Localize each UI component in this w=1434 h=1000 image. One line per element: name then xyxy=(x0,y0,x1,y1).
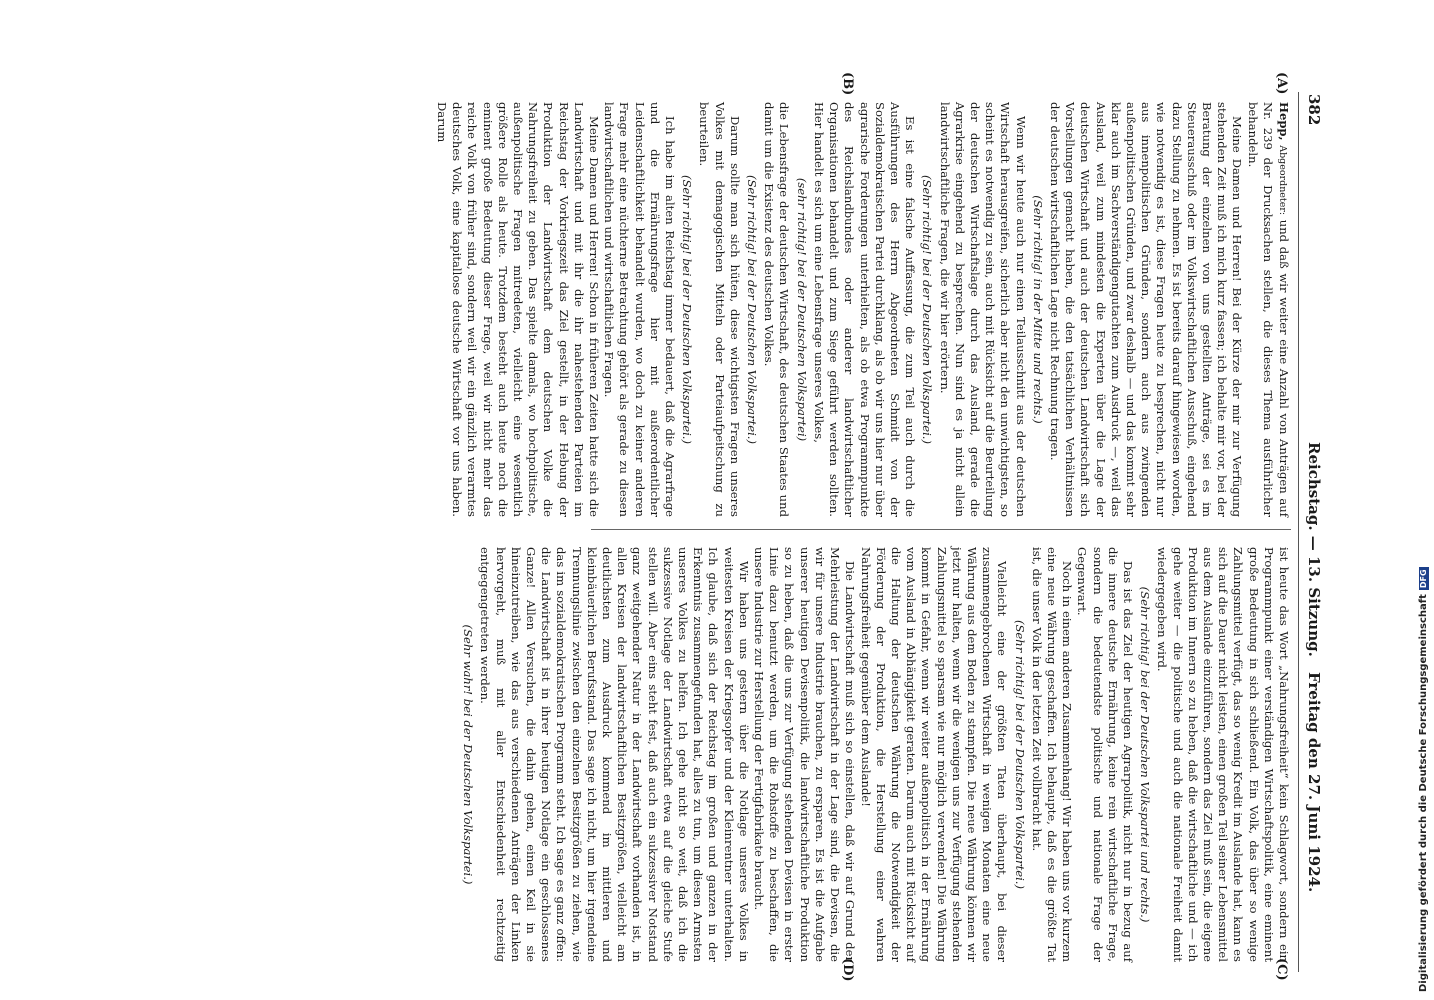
interjection: (Sehr wahr! bei der Deutschen Volkspartei.) xyxy=(461,624,476,885)
interjection: (Sehr richtig! bei der Deutschen Volkspartei.) xyxy=(1012,619,1027,890)
right-column xyxy=(458,547,1291,962)
speaker-paragraph xyxy=(1244,102,1291,517)
paragraph: Ich habe im alten Reichstag immer bedauert, daß die Agrarfrage und die Ernährungsfrage hier mit außerordentlicher Leidenschaftlichkeit behandelt wurden, wo doch zu keiner anderen Frage mehr eine nüchterne Betrachtung gehört als gerade zu diesen landwirtschaftlichen und wirtschaftlichen Fragen. xyxy=(602,102,678,517)
margin-marker-c: (C) xyxy=(1274,958,1289,981)
paragraph: Meine Damen und Herren! Schon in früheren Zeiten hatte sich die Landwirtschaft und mit ihr die ihr nahestehenden Parteien im Reichstag der Vorkriegszeit das Ziel gestellt, in der Hebung der Produktion der Landwirtschaft dem deutschen Volke die Nahrungsfreiheit zu geben. Das spielte damals, wo hochpolitische, außenpolitische Fragen mitredeten, vielleicht eine wesentlich größere Rolle als heute. Trotzdem besteht auch heute noch die eminent große Bedeutung dieser Frage, weil wir nicht mehr das reiche Volk von früher sind, sondern weil wir ein gänzlich verarmtes deutsches Volk, eine kapitallose deutsche Wirtschaft vor uns haben. Darum xyxy=(435,102,602,517)
digitization-credit xyxy=(1418,567,1429,992)
margin-marker-a: (A) xyxy=(1274,72,1289,95)
column-divider xyxy=(591,529,1291,530)
paragraph: Meine Damen und Herren! Bei der Kürze der mir zur Verfügung stehenden Zeit muß ich mich kurz fassen; ich behalte mir vor, bei der Beratung der einzelnen von uns gestellten Anträge, sei es im Steuerausschuß oder im Volkswirtschaftlichen Ausschuß, eingehend dazu Stellung zu nehmen. Es ist bereits darauf hingewiesen worden, wie notwendig es ist, diese Fragen heute zu besprechen, nicht nur aus innenpolitischen Gründen, sondern auch aus zwingenden außenpolitischen Gründen, und zwar deshalb — und das kommt sehr klar auch im Sachverständigengutachten zum Ausdruck —, weil das Ausland, weil zum mindesten die Experten über die Lage der deutschen Wirtschaft und auch der deutschen Landwirtschaft sich Vorstellungen gemacht haben, die den tatsächlichen Verhältnissen der deutschen wirtschaftlichen Lage nicht Rechnung tragen. xyxy=(1047,102,1245,517)
paragraph: und daß wir weiter eine Anzahl von Anträgen auf Nr. 239 der Drucksachen stellen, die dieses Thema ausführlicher behandeln. xyxy=(1245,102,1291,518)
page-header xyxy=(1295,92,1325,972)
interjection: (Sehr richtig! in der Mitte und rechts.) xyxy=(1030,195,1045,424)
speaker-name: Hepp, xyxy=(1277,102,1291,141)
paragraph: Noch in einem anderen Zusammenhang! Wir haben uns vor kurzem eine neue Währung geschaffen. Ich behaupte, daß es die größte Tat ist, die unser Volk in der letzten Zeit vollbracht hat. xyxy=(1029,547,1075,962)
paragraph: Die Landwirtschaft muß sich so einstellen, daß wir auf Grund der Mehrleistung der Landwirtschaft in der Lage sind, die Devisen, die wir für unsere Industrie brauchen, zu ersparen. Es ist die Aufgabe unserer heutigen Devisenpolitik, die landwirtschaftliche Produktion so zu heben, daß die uns zur Verfügung stehenden Devisen in erster Linie dazu benutzt werden, um die Rohstoffe zu beschaffen, die unsere Industrie zur Herstellung der Fertigfabrikate braucht. xyxy=(752,547,858,962)
paragraph: Wenn wir heute auch nur einen Teilausschnitt aus der deutschen Wirtschaft herausgreifen, sicherlich aber nicht den unwichtigsten, so scheint es notwendig zu sein, auch mit Rücksicht auf die Beurteilung der deutschen Wirtschaftslage durch das Ausland, gerade die Agrarkrise eingehend zu besprechen. Nun sind es ja nicht allein landwirtschaftliche Fragen, die wir hier erörtern. xyxy=(937,102,1028,517)
paragraph: Vielleicht eine der größten Taten überhaupt, bei dieser zusammengebrochenen Wirtschaft in wenigen Monaten eine neue Währung aus dem Boden zu stampfen. Die neue Währung können wir jetzt nur halten, wenn wir die wenigen uns zur Verfügung stehenden Zahlungsmittel so sparsam wie nur möglich verwenden! Die Währung kommt in Gefahr, wenn wir weiter außenpolitisch in der Ernährung vom Ausland in Abhängigkeit geraten. Darum auch mit Rücksicht auf die Haltung der deutschen Währung die Notwendigkeit der Förderung der Produktion, die Herstellung einer wahren Nahrungsfreiheit gegenüber dem Auslande! xyxy=(858,547,1010,962)
interjection: (Sehr richtig! bei der Deutschen Volkspartei.) xyxy=(680,174,695,445)
paragraph: Wir haben uns gestern über die Notlage unseres Volkes in weitesten Kreisen der Kriegsopfer und der Kleinrentner unterhalten. Ich glaube, daß sich der Reichstag im großen und ganzen in der Erkenntnis zusammengefunden hat, alles zu tun, um diesen Armsten unseres Volkes zu helfen. Ich gehe nicht so weit, daß ich die sukzessive Notlage der Landwirtschaft etwa auf die gleiche Stufe stellen will. Aber eins steht fest, daß auch ein sukzessiver Notstand ganz weitgehender Natur in der Landwirtschaft vorhanden ist, in allen Kreisen der landwirtschaftlichen Besitzgrößen, vielleicht am deutlichsten zum Ausdruck kommend im mittleren und kleinbäuerlichen Berufsstand. Das sage ich nicht, um hier irgendeine Trennungslinie zwischen den einzelnen Besitzgrößen zu ziehen, wie das im sozialdemokratischen Programm steht. Ich sage es ganz offen: die Landwirtschaft ist in ihrer heutigen Notlage ein geschlossenes Ganze! Allen Versuchen, die dahin gehen, einen Keil in sie hineinzutreiben, wie das aus verschiedenen Anträgen der Linken hervorgeht, muß mit aller Entschiedenheit rechtzeitig entgegengetreten werden. xyxy=(478,547,751,962)
dfg-logo-icon: DFG xyxy=(1419,569,1428,589)
speaker-role: Abgeordneter: xyxy=(1277,145,1288,216)
header-rule xyxy=(1298,92,1299,972)
left-column xyxy=(434,102,1291,517)
credit-text: Digitalisierung gefördert durch die Deutsche Forschungsgemeinschaft xyxy=(1418,594,1429,992)
page-number: 382 xyxy=(1305,94,1323,126)
paragraph: ist heute das Wort „Nahrungsfreiheit“ kein Schlagwort, sondern ein Programmpunkt einer verständigen Wirtschaftspolitik, eine eminent große Bedeutung in sich schließend. Ein Volk, das über so wenige Zahlungsmittel verfügt, das so wenig Kredit im Auslande hat, kann es sich auf die Dauer nicht leisten, einen großen Teil seiner Lebensmittel aus dem Auslande einzuführen, sondern das Ziel muß sein, die eigene Produktion im Innern so zu heben, daß die wirtschaftliche und — ich gehe weiter — die politische und auch die nationale Freiheit damit wiedergegeben wird. xyxy=(1155,547,1291,962)
scanned-page xyxy=(100,72,1325,982)
interjection: (Sehr richtig! bei der Deutschen Volkspartei.) xyxy=(745,174,760,445)
paragraph: Das ist das Ziel der heutigen Agrarpolitik, nicht nur in bezug auf die innere deutsche Ernährung, keine rein wirtschaftliche Frage, sondern die bedeutendste politische und nationale Frage der Gegenwart. xyxy=(1075,547,1135,962)
margin-marker-d: (D) xyxy=(840,958,855,982)
margin-marker-b: (B) xyxy=(840,72,855,96)
interjection: (Sehr richtig! bei der Deutschen Volkspartei.) xyxy=(920,174,935,445)
paragraph: Es ist eine falsche Auffassung, die zum Teil auch durch die Ausführungen des Herrn Abgeordneten Schmidt von der Sozialdemokratischen Partei durchklang, als ob wir uns hier nur über agrarische Forderungen unterhielten, als ob etwa Programmpunkte des Reichslandbundes oder anderer landwirtschaftlicher Organisationen behandelt und zum Siege geführt werden sollten. Hier handelt es sich um eine Lebensfrage unseres Volkes, xyxy=(811,102,918,517)
interjection: (Sehr richtig! bei der Deutschen Volkspartei und rechts.) xyxy=(1138,586,1153,923)
interjection: (sehr richtig! bei der Deutschen Volkspartei) xyxy=(794,177,809,442)
paragraph: Darum sollte man sich hüten, diese wichtigsten Fragen unseres Volkes mit demagogischen Mitteln oder Parteiaufpeitschung zu beurteilen. xyxy=(697,102,742,517)
paragraph: die Lebensfrage der deutschen Wirtschaft, des deutschen Staates und damit um die Existenz des deutschen Volkes. xyxy=(762,102,792,517)
session-title: Reichstag. — 13. Sitzung. xyxy=(1305,442,1323,657)
session-date: Freitag den 27. Juni 1924. xyxy=(1305,672,1323,893)
